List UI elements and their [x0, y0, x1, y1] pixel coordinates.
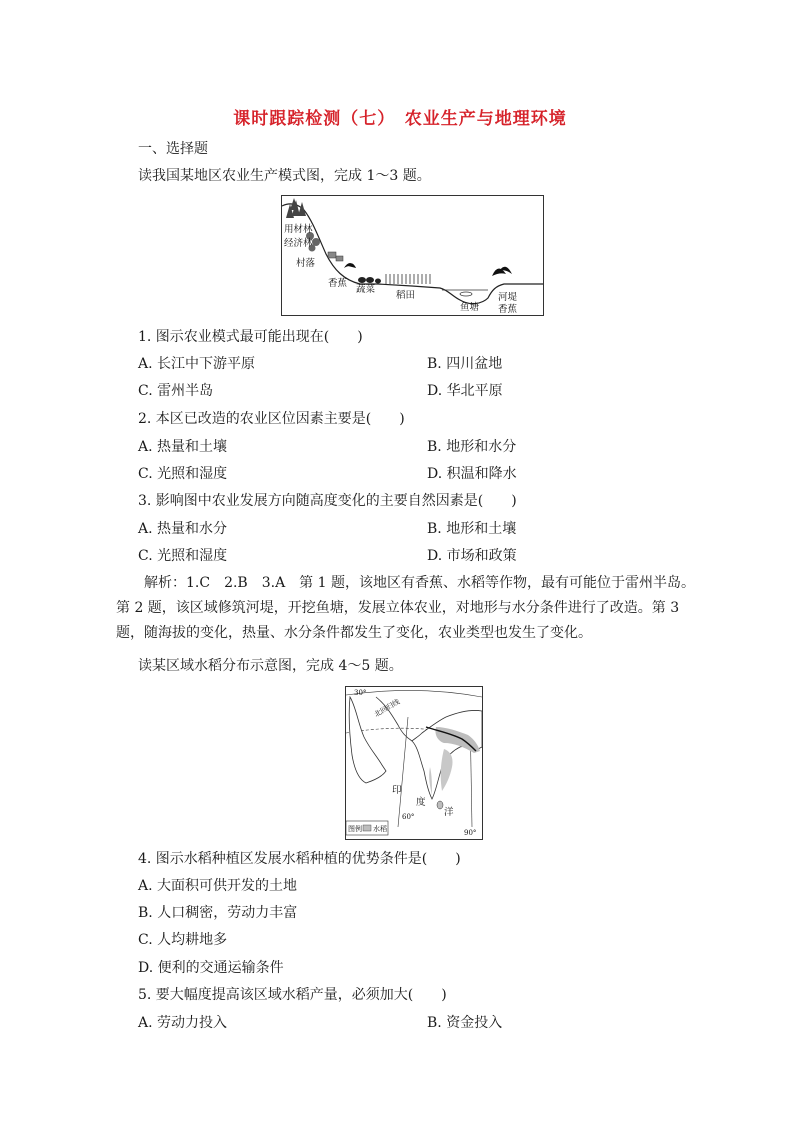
figure-agriculture-model: [281, 195, 544, 316]
question-1-option-c: C. 雷州半岛: [138, 383, 214, 399]
question-3-option-d: D. 市场和政策: [427, 548, 517, 564]
rice-distribution-map: [346, 687, 482, 839]
label-banana-1: 香蕉: [328, 278, 348, 289]
question-1-option-d: D. 华北平原: [427, 383, 503, 399]
label-banana-2: 香蕉: [498, 304, 518, 315]
question-5-stem: 5. 要大幅度提高该区域水稻产量，必须加大( ): [138, 987, 447, 1003]
question-3-option-a: A. 热量和水分: [138, 521, 228, 537]
legend-rice-label: 水稻: [373, 825, 387, 833]
question-3-option-b: B. 地形和土壤: [427, 521, 517, 537]
label-economic-forest: 经济林: [284, 238, 313, 249]
agriculture-model-diagram: [282, 196, 543, 315]
question-1-stem: 1. 图示农业模式最可能出现在( ): [138, 329, 363, 345]
label-lon-90: 90°: [464, 829, 477, 837]
question-3-stem: 3. 影响图中农业发展方向随高度变化的主要自然因素是( ): [138, 493, 517, 509]
label-lon-60: 60°: [402, 813, 415, 821]
label-sea-du: 度: [416, 797, 426, 808]
question-4-option-c: C. 人均耕地多: [138, 932, 228, 948]
legend-rice-swatch: [363, 825, 371, 831]
question-4-stem: 4. 图示水稻种植区发展水稻种植的优势条件是( ): [138, 851, 461, 867]
intro-text-2: 读某区域水稻分布示意图，完成 4～5 题。: [138, 658, 403, 674]
question-5-option-a: A. 劳动力投入: [138, 1015, 228, 1031]
question-3-option-c: C. 光照和湿度: [138, 548, 228, 564]
question-1-option-b: B. 四川盆地: [427, 356, 503, 372]
question-4-option-a: A. 大面积可供开发的土地: [138, 878, 298, 894]
label-sea-yang: 洋: [444, 807, 454, 818]
label-village: 村落: [296, 258, 316, 269]
question-2-option-b: B. 地形和水分: [427, 439, 517, 455]
question-2-stem: 2. 本区已改造的农业区位因素主要是( ): [138, 411, 405, 427]
question-2-option-d: D. 积温和降水: [427, 466, 517, 482]
label-vegetables: 蔬菜: [356, 284, 376, 295]
page-title: 课时跟踪检测（七） 农业生产与地理环境: [233, 109, 567, 129]
label-fish-pond: 鱼塘: [460, 302, 480, 313]
legend-title: 图例: [348, 825, 362, 833]
section-heading: 一、选择题: [138, 141, 208, 157]
label-river-dike: 河堤: [498, 292, 518, 303]
question-4-option-d: D. 便利的交通运输条件: [138, 960, 284, 976]
question-2-option-a: A. 热量和土壤: [138, 439, 228, 455]
label-sea-yin: 印: [392, 785, 402, 796]
label-lat-30: 30°: [354, 689, 367, 697]
question-4-option-b: B. 人口稠密，劳动力丰富: [138, 905, 298, 921]
intro-text-1: 读我国某地区农业生产模式图，完成 1～3 题。: [138, 168, 431, 184]
question-5-option-b: B. 资金投入: [427, 1015, 503, 1031]
label-tropic-of-cancer: 北回归线: [373, 697, 402, 719]
question-2-option-c: C. 光照和湿度: [138, 466, 228, 482]
figure-rice-distribution-map: [345, 686, 483, 840]
label-rice-paddy: 稻田: [396, 290, 416, 301]
analysis-paragraph: 解析：1.C 2.B 3.A 第 1 题，该地区有香蕉、水稻等作物，最有可能位于雷州半岛。第 2 题，该区域修筑河堤，开挖鱼塘，发展立体农业，对地形与水分条件进行了改造。第 3 题，随海拔的变化，热量、水分条件都发生了变化，农业类型也发生了变化。: [116, 575, 695, 641]
label-timber-forest: 用材林: [284, 224, 313, 235]
question-1-option-a: A. 长江中下游平原: [138, 356, 256, 372]
